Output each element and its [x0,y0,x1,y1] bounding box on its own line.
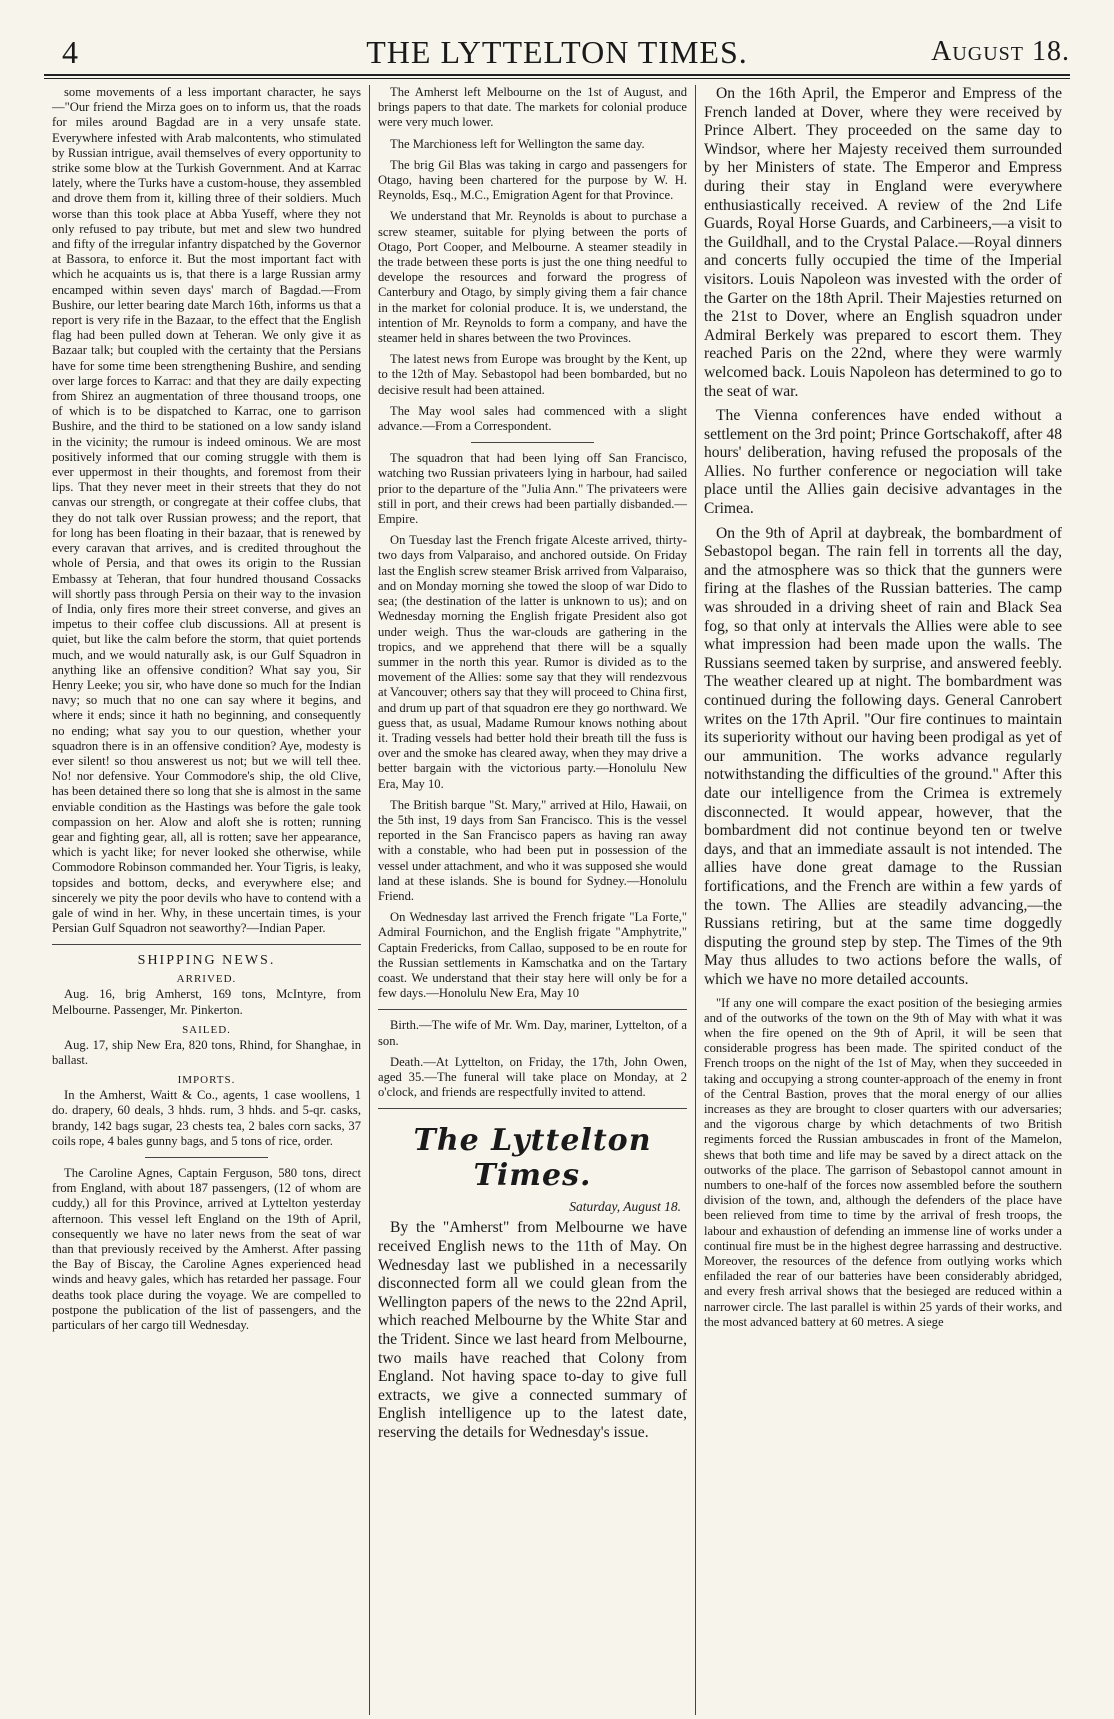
newspaper-title: THE LYTTELTON TIMES. [366,34,748,70]
article-paragraph: On the 9th of April at daybreak, the bombardment of Sebastopol began. The rain fell in torrents all the day, and the atmosphere was so thick that the gunners were firing at the flashes of the Russian batteries. The camp was shrouded in a driving sheet of rain and Black Sea fog, so that only at intervals the Allies were able to see what impression had been made upon the walls. The Russians seemed taken by surprise, and answered feebly. The weather cleared up at night. The bombardment was continued during the following days. General Canrobert writes on the 17th April. "Our fire continues to maintain its superiority without our having been prodigal as yet of our ammunition. The works advance regularly notwithstanding the difficulties of the ground." After this date our intelligence from the Crimea is extremely disconnected. It would appear, however, that the bombardment did not continue beyond ten or twelve days, and that an immediate assault is not intended. The allies have done great damage to the Russian fortifications, and the French are within a few yards of the town. The Allies are steadily advancing,—the Russians retiring, but at the same time doggedly disputing the ground step by step. The Times of the 9th May thus alludes to two actions before the walls, of which we have no more detailed accounts. [704,524,1062,988]
article-paragraph: The British barque "St. Mary," arrived at Hilo, Hawaii, on the 5th inst, 19 days from San Francisco. This is the vessel reported in the San Francisco papers as having ran away with a constable, who had been put in possession of the vessel under attachment, and who it was supposed she would land at these islands. She is bound for Sydney.—Honolulu Friend. [378,797,687,903]
arrived-label: ARRIVED. [176,973,237,986]
article-paragraph: The brig Gil Blas was taking in cargo and passengers for Otago, having been chartered for the purpose by W. H. Reynolds, Esq., M.C., Emigration Agent for that Province. [378,157,687,203]
column-1 [44,85,370,1715]
issue-date: August 18. [931,36,1070,67]
caroline-agnes-paragraph: The Caroline Agnes, Captain Ferguson, 580 tons, direct from England, with about 187 passengers, (12 of whom are cuddy,) all for this Province, arrived at Lyttelton yesterday afternoon. This vessel left England on the 19th of April, consequently we have no later news from the seat of war than that previously received by the Amherst. After passing the Bay of Biscay, the Caroline Agnes experienced head winds and heavy gales, which has retarded her passage. Four deaths took place during the voyage. We are compelled to postpone the publication of the list of passengers, and the particulars of her cargo till Wednesday. [52,1166,361,1333]
page-number: 4 [62,34,78,70]
article-paragraph: The Vienna conferences have ended without a settlement on the 3rd point; Prince Gortschakoff, after 48 hours' deliberation, having refused the proposals of the Allies. No further conference or negociation will take place until the Allies gain decisive advantages in the Crimea. [704,407,1062,518]
birth-notice: Birth.—The wife of Mr. Wm. Day, mariner, Lyttelton, of a son. [378,1018,687,1048]
editorial-dateline: Saturday, August 18. [569,1199,681,1215]
article-paragraph: The squadron that had been lying off San Francisco, watching two Russian privateers lying in harbour, had sailed prior to the departure of the "Julia Ann." The privateers were still in port, and their crews had been partially disbanded.—Empire. [378,451,687,527]
editorial-masthead: The Lyttelton Times. [413,1123,652,1194]
divider [145,1157,269,1158]
divider [471,442,595,443]
sailed-label: SAILED. [182,1023,231,1036]
death-notice: Death.—At Lyttelton, on Friday, the 17th, John Owen, aged 35.—The funeral will take place on Monday, at 2 o'clock, and friends are respectfully invited to attend. [378,1054,687,1100]
page-header [44,30,1070,68]
article-paragraph: The Marchioness left for Wellington the same day. [390,136,645,151]
article-paragraph: some movements of a less important character, he says—"Our friend the Mirza goes on to inform us, that the roads for miles around Bagdad are in a very unsafe state. Everywhere infested with Arab malcontents, who stimulated by Russian intrigue, avail themselves of every opportunity to strike some blow at the Turkish Government. And at Karrac lately, where the Turks have a custom-house, they assembled and drove them from it, killing three of their soldiers. Much worse than this took place at Abba Yuseff, where they not only refused to pay tribute, but met and slew two hundred and fifty of the irregular infantry dispatched by the Governor at Bassora, to enforce it. But the most important fact with which he acquaints us is, that there is a large Russian army encamped within seven days' march of Bagdad.—From Bushire, our letter bearing date March 16th, informs us that a report is very rife in the Bazaar, to the effect that the English flag had been pulled down at Teheran. We only give it as Bazaar talk; but coupled with the certainty that the Persians have for some time been strengthening Bushire, and sending over large forces to Karrac: and that they are daily expecting from Shirez an augmentation of three thousand troops, one of which is to be dispatched to Karrac, one to garrison Bushire, and the third to be stationed on a low sandy island in the vicinity; the rumour is indeed ominous. We are most positively informed that our coming struggle with them is ever uppermost in their thoughts, and foremost from their lips. That they never meet in their streets that they do not canvas our strength, or congregate at their coffee clubs, that they do not talk over Russian prowess; and the report, that for long has been floating in their bazaar, that is renewed by every caravan that arrives, and is credited throughout the whole of Persia, and that owes its origin to the Russian Embassy at Teheran, that four hundred thousand Cossacks will shortly pass through Persia on their way to the invasion of India, only fires more their street converse, and gives an impetus to their coffee club discussions. All at present is quiet, but like the calm before the storm, that quiet portends much, and we would naturally ask, is our Gulf Squadron in anything like an offensive condition? What say you, Sir Henry Leeke; you sir, who have done so much for the Indian navy; so much that no one can say where it begins, and where it ends; since it hath no beginning, and consequently no ending; what say you to our question, whether your squadron there is in an offensive condition? Aye, modesty is ever silent! so thou answerest us not; but we will tell thee. No! nor defensive. Your Commodore's ship, the old Clive, has been detained there so long that she is almost in the same enviable condition as the Hastings was before the gale took compassion on her. Alow and aloft she is rotten; running gear and fighting gear, all, all is rotten; save her appearance, which is yacht like; for never looked she otherwise, while Commodore Robinson commanded her. Your Tigris, is leaky, topsides and bottom, decks, and everywhere else; and sincerely we pity the poor devils who have to contend with a gale of wind in her. Why, in these uncertain times, is your Persian Gulf Squadron not seaworthy?—Indian Paper. [52,85,361,936]
column-2 [370,85,696,1715]
column-3 [696,85,1070,1715]
divider [378,1108,687,1109]
article-paragraph: On Wednesday last arrived the French frigate "La Forte," Admiral Fournichon, and the English frigate "Amphytrite," Captain Fredericks, from Callao, supposed to be en route for the Russian settlements in Kamschatka and on the Tartary coast. We understand that their stay here will only be for a few days.—Honolulu New Era, May 10 [378,910,687,1001]
article-paragraph: The Amherst left Melbourne on the 1st of August, and brings papers to that date. The markets for colonial produce were very much lower. [378,85,687,130]
article-paragraph: The latest news from Europe was brought by the Kent, up to the 12th of May. Sebastopol had been bombarded, but no decisive result had been attained. [378,352,687,397]
times-quote: "If any one will compare the exact position of the besieging armies and of the outworks of the town on the 9th of May with what it was when the fire opened on the 9th of April, it will be seen that considerable progress has been made. The spirited conduct of the French troops on the night of the 1st of May, when they succeeded in taking and occupying a strong counter-approach of the enemy in front of the Central Bastion, proves that the moral energy of our allies increases as they are brought to closer quarters with our adversaries; and the vigorous charge by which detachments of two British regiments forced the Russian ambuscades in front of the Mamelon, shews that both time and life may be saved by a direct attack on the outworks of the place. The garrison of Sebastopol cannot amount in numbers to one-half of the forces now assembled before the southern division of the town, and, although the defenders of the place have been relieved from time to time by the arrival of fresh troops, the labour and exhaustion of defending an immense line of works under a continual fire must be in the highest degree harrassing and destructive. Moreover, the resources of the defence from outlying works which enfiladed the rear of our batteries have been considerably abridged, and every fresh arrival shows that the besieged are reduced within a narrower circle. The last parallel is within 25 yards of their works, and the most advanced battery at 60 metres. A siege [704,995,1062,1329]
article-paragraph: On Tuesday last the French frigate Alceste arrived, thirty-two days from Valparaiso, and anchored outside. On Friday last the English screw steamer Brisk arrived from Valparaiso, and on Monday morning she towed the sloop of war Dido to sea; (the destination of the latter is unknown to us); and on Wednesday morning the English frigate President also got under weigh. Thus the war-clouds are gathering in the tropics, and we apprehend that there will be a squally summer in the north this year. Rumor is divided as to the movement of the Allies: some say that they will rendezvous at Vancouver; others say that they will proceed to China first, and drum up part of that squadron ere they go northward. We guess that, as usual, Madame Rumour knows nothing about it. Trading vessels had better hold their breath till the fuss is over and the smoke has cleared away, when they may drive a better bargain with the victorious party.—Honolulu New Era, May 10. [378,533,687,791]
divider [52,944,361,945]
article-paragraph: We understand that Mr. Reynolds is about to purchase a screw steamer, suitable for plying between the ports of Otago, Port Cooper, and Melbourne. A steamer steadily in the trade between these ports is just the one thing needful to develope the resources and forward the progress of Canterbury and Otago, by simply giving them a fair chance in the market for colonial produce. It is, we understand, the intention of Mr. Reynolds to form a company, and have the steamer held in shares between the two Provinces. [378,209,687,346]
article-paragraph: On the 16th April, the Emperor and Empress of the French landed at Dover, where they were received by Prince Albert. They proceeded on the same day to Windsor, where her Majesty received them surrounded by her Ministers of state. The Emperor and Empress during their stay in England were everywhere enthusiastically received. A review of the 2nd Life Guards, Royal Horse Guards, and Carbineers,—a visit to the Guildhall, and to the Crystal Palace.—Royal dinners and concerts fully occupied the time of the Imperial visitors. Louis Napoleon was invested with the order of the Garter on the 18th April. Their Majesties returned on the 21st to Dover, where an English squadron under Admiral Berkely was prepared to escort them. They reached Paris on the 22nd, where they were warmly welcomed back. Louis Napoleon has determined to go to the seat of war. [704,85,1062,400]
shipping-heading: SHIPPING NEWS. [137,953,276,969]
editorial-paragraph: By the "Amherst" from Melbourne we have received English news to the 11th of May. On Wednesday last we published in a necessarily disconnected form all we could glean from the Wellington papers of the news to the 22nd April, which reached Melbourne by the White Star and the Trident. Since we last heard from Melbourne, two mails have reached that Colony from England. Not having space to-day to give full extracts, we give a connected summary of English intelligence up to the latest date, reserving the details for Wednesday's issue. [378,1219,687,1441]
columns [44,85,1070,1715]
article-paragraph: The May wool sales had commenced with a slight advance.—From a Correspondent. [378,403,687,434]
sailed-entry: Aug. 17, ship New Era, 820 tons, Rhind, for Shanghae, in ballast. [52,1037,361,1067]
header-rule [44,74,1070,79]
arrived-entry: Aug. 16, brig Amherst, 169 tons, McIntyre, from Melbourne. Passenger, Mr. Pinkerton. [52,987,361,1017]
imports-label: IMPORTS. [177,1074,236,1087]
divider [378,1009,687,1010]
imports-entry: In the Amherst, Waitt & Co., agents, 1 case woollens, 1 do. drapery, 60 deals, 3 hhds. rum, 3 hhds. and 5-qr. casks, brandy, 142 bags sugar, 23 chests tea, 2 bales corn sacks, 37 coils rope, 4 bales gunny bags, and 5 tons of rice, order. [52,1088,361,1148]
